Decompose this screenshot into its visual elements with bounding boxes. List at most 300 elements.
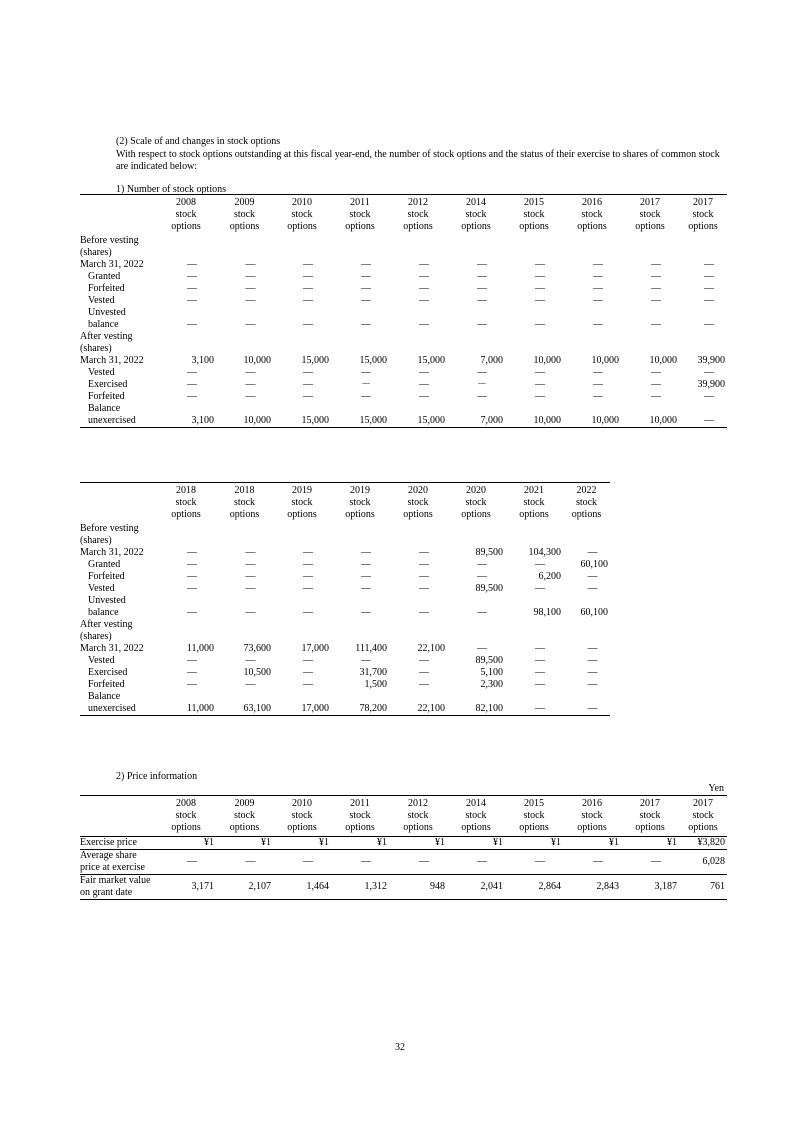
dash-cell: —	[245, 559, 256, 570]
column-header-line: 2017	[693, 197, 713, 208]
header-blank	[80, 195, 156, 236]
empty-cell	[563, 619, 610, 643]
dash-cell: —	[187, 391, 197, 402]
value-cell: 10,000	[533, 355, 561, 366]
table-row	[80, 379, 727, 391]
value-cell: 3,100	[156, 403, 216, 428]
section-heading: (2) Scale of and changes in stock options	[116, 136, 281, 147]
dash-cell: —	[361, 295, 371, 306]
dash-cell: —	[361, 367, 371, 378]
empty-cell	[563, 235, 621, 259]
column-header-line: options	[571, 509, 602, 520]
dash-cell: —	[535, 367, 545, 378]
row-label: After vesting (shares)	[80, 331, 133, 354]
dash-cell: —	[535, 259, 545, 270]
table-row	[80, 559, 610, 571]
value-cell: 15,000	[331, 403, 389, 428]
group-row	[80, 235, 727, 259]
value-cell: 10,000	[649, 355, 677, 366]
value-cell: 22,100	[389, 691, 447, 716]
column-header-line: options	[688, 221, 718, 232]
dash-cell: —	[419, 271, 429, 282]
dash-cell: —	[187, 607, 197, 618]
empty-cell	[389, 523, 447, 547]
column-header-line: 2015	[524, 798, 544, 809]
column-header-line: options	[461, 822, 491, 833]
column-header-line: 2020	[466, 485, 486, 496]
dash-cell: —	[361, 583, 371, 594]
value-cell: ¥1	[331, 837, 389, 850]
value-cell: 2,107	[216, 875, 273, 900]
column-header-line: options	[635, 822, 665, 833]
dash-cell: —	[477, 319, 487, 330]
row-label: After vesting (shares)	[80, 619, 133, 642]
table-row	[80, 355, 727, 367]
dash-cell: —	[419, 319, 429, 330]
dash-cell: —	[303, 295, 313, 306]
dash-cell: —	[535, 271, 545, 282]
dash-cell: —	[535, 643, 545, 654]
empty-cell	[273, 235, 331, 259]
row-label: March 31, 2022	[80, 547, 144, 558]
unit-label: Yen	[708, 783, 724, 794]
column-header-line: stock	[175, 209, 197, 220]
value-cell: 22,100	[417, 643, 445, 654]
value-cell: 15,000	[273, 403, 331, 428]
row-label: Forfeited	[88, 391, 125, 402]
row-label: March 31, 2022	[80, 643, 144, 654]
column-header-line: stock	[581, 810, 603, 821]
dash-cell: —	[587, 679, 598, 690]
dash-cell: —	[361, 391, 371, 402]
column-header-line: 2019	[292, 485, 312, 496]
dash-cell: —	[419, 283, 429, 294]
column-header-line: options	[171, 221, 201, 232]
column-header-line: options	[229, 221, 260, 232]
table-row	[80, 875, 727, 900]
dash-cell: —	[216, 850, 273, 875]
column-header-line: options	[519, 221, 549, 232]
value-cell: ¥3,820	[679, 837, 727, 850]
dash-cell: —	[187, 295, 197, 306]
column-header-line: 2017	[640, 798, 660, 809]
value-cell: 89,500	[475, 583, 503, 594]
row-label: Vested	[88, 655, 115, 666]
value-cell: 7,000	[447, 403, 505, 428]
dash-cell: —	[303, 391, 313, 402]
header-row	[80, 195, 727, 236]
dash-cell: —	[303, 547, 313, 558]
value-cell: 89,500	[475, 655, 503, 666]
column-header	[505, 195, 563, 236]
column-header-line: stock	[465, 497, 487, 508]
value-cell: 1,312	[331, 875, 389, 900]
column-header-line: options	[577, 221, 607, 232]
empty-cell	[156, 523, 216, 547]
empty-cell	[331, 331, 389, 355]
column-header	[447, 195, 505, 236]
dash-cell: —	[587, 643, 598, 654]
value-cell: 10,000	[563, 403, 621, 428]
empty-cell	[563, 523, 610, 547]
row-label: Unvested balance	[88, 307, 126, 330]
dash-cell: —	[419, 295, 429, 306]
value-cell: 11,000	[186, 643, 214, 654]
dash-cell: —	[477, 643, 487, 654]
dash-cell: —	[245, 319, 256, 330]
dash-cell: —	[535, 295, 545, 306]
value-cell: ¥1	[156, 837, 216, 850]
column-header-line: stock	[349, 497, 371, 508]
table-row	[80, 679, 610, 691]
value-cell: 60,100	[580, 607, 608, 618]
column-header	[563, 796, 621, 837]
column-header-line: stock	[407, 209, 429, 220]
dash-cell: —	[587, 547, 598, 558]
dash-cell: —	[587, 583, 598, 594]
dash-cell: —	[303, 667, 313, 678]
dash-cell: —	[651, 271, 661, 282]
empty-cell	[216, 235, 273, 259]
column-header-line: stock	[692, 209, 714, 220]
column-header-line: options	[403, 822, 433, 833]
value-cell: ¥1	[447, 837, 505, 850]
value-cell: 3,100	[191, 355, 214, 366]
dash-cell: —	[621, 850, 679, 875]
column-header	[389, 796, 447, 837]
dash-cell: —	[477, 559, 487, 570]
column-header-line: 2019	[350, 485, 370, 496]
group-row	[80, 331, 727, 355]
stock-options-table-2-wrap	[80, 482, 610, 716]
dash-cell: —	[477, 607, 487, 618]
column-header-line: 2014	[466, 798, 486, 809]
row-label: Fair market value on grant date	[80, 875, 156, 900]
value-cell: 5,100	[480, 667, 503, 678]
column-header	[563, 483, 610, 524]
dash-cell: —	[245, 583, 256, 594]
stock-options-table-1-wrap	[80, 194, 726, 428]
dash-cell: —	[245, 379, 256, 390]
column-header-line: 2021	[524, 485, 544, 496]
row-label: Forfeited	[88, 679, 125, 690]
dash-cell: —	[419, 367, 429, 378]
value-cell: 73,600	[243, 643, 271, 654]
dash-cell: —	[303, 559, 313, 570]
column-header-line: 2008	[176, 798, 196, 809]
dash-cell: —	[563, 850, 621, 875]
value-cell: 6,200	[538, 571, 561, 582]
value-cell: 15,000	[301, 355, 329, 366]
value-cell: 3,187	[621, 875, 679, 900]
column-header-line: options	[345, 822, 375, 833]
column-header-line: options	[461, 221, 491, 232]
dash-cell: —	[535, 655, 545, 666]
dash-cell: —	[245, 547, 256, 558]
value-cell: 6,028	[679, 850, 727, 875]
column-header-line: stock	[175, 497, 197, 508]
column-header-line: 2015	[524, 197, 544, 208]
empty-cell	[505, 523, 563, 547]
value-cell: 3,171	[156, 875, 216, 900]
column-header-line: 2017	[693, 798, 713, 809]
dash-cell: —	[361, 283, 371, 294]
value-cell: 2,864	[505, 875, 563, 900]
value-cell: 10,000	[243, 355, 271, 366]
row-label: March 31, 2022	[80, 355, 144, 366]
column-header	[156, 195, 216, 236]
column-header-line: 2014	[466, 197, 486, 208]
empty-cell	[331, 619, 389, 643]
column-header-line: stock	[639, 209, 661, 220]
dash-cell: —	[535, 679, 545, 690]
dash-cell: —	[477, 271, 487, 282]
dash-cell: —	[704, 367, 714, 378]
column-header	[505, 796, 563, 837]
column-header-line: options	[519, 509, 549, 520]
dash-cell: —	[187, 547, 197, 558]
empty-cell	[679, 331, 727, 355]
empty-cell	[156, 619, 216, 643]
column-header-line: options	[688, 822, 718, 833]
group-row	[80, 619, 610, 643]
dash-cell: —	[535, 583, 545, 594]
dash-cell: —	[245, 271, 256, 282]
column-header-line: options	[519, 822, 549, 833]
row-label: Granted	[88, 559, 121, 570]
dash-cell: —	[587, 667, 598, 678]
table-row	[80, 391, 727, 403]
dash-cell: —	[245, 367, 256, 378]
dash-cell: —	[651, 295, 661, 306]
column-header	[621, 195, 679, 236]
row-label: Vested	[88, 367, 115, 378]
header-row	[80, 796, 727, 837]
dash-cell: —	[651, 259, 661, 270]
table-row	[80, 667, 610, 679]
column-header	[156, 796, 216, 837]
column-header-line: 2011	[350, 798, 370, 809]
empty-cell	[621, 331, 679, 355]
dash-cell: －	[361, 379, 371, 390]
column-header	[563, 195, 621, 236]
empty-cell	[563, 331, 621, 355]
column-header-line: 2012	[408, 197, 428, 208]
row-label: Granted	[88, 271, 121, 282]
column-header-line: stock	[465, 810, 487, 821]
column-header-line: 2009	[234, 197, 255, 208]
column-header-line: stock	[523, 497, 545, 508]
dash-cell: —	[303, 319, 313, 330]
dash-cell: —	[245, 295, 256, 306]
column-header-line: stock	[233, 497, 256, 508]
dash-cell: —	[704, 295, 714, 306]
empty-cell	[505, 235, 563, 259]
dash-cell: —	[704, 319, 714, 330]
dash-cell: —	[361, 607, 371, 618]
column-header-line: stock	[175, 810, 197, 821]
dash-cell: —	[419, 259, 429, 270]
empty-cell	[216, 523, 273, 547]
value-cell: 761	[679, 875, 727, 900]
value-cell: ¥1	[389, 837, 447, 850]
column-header-line: 2008	[176, 197, 196, 208]
dash-cell: —	[303, 259, 313, 270]
dash-cell: —	[303, 655, 313, 666]
column-header	[216, 796, 273, 837]
row-label: Forfeited	[88, 283, 125, 294]
value-cell: 10,000	[621, 403, 679, 428]
dash-cell: —	[651, 379, 661, 390]
value-cell: 10,000	[505, 403, 563, 428]
dash-cell: —	[704, 391, 714, 402]
section1-title: 1) Number of stock options	[116, 184, 226, 195]
dash-cell: —	[187, 283, 197, 294]
table-row	[80, 259, 727, 271]
group-row	[80, 523, 610, 547]
value-cell: 11,000	[156, 691, 216, 716]
dash-cell: —	[389, 850, 447, 875]
dash-cell: —	[156, 850, 216, 875]
dash-cell: —	[477, 259, 487, 270]
empty-cell	[621, 235, 679, 259]
empty-cell	[389, 235, 447, 259]
table-row	[80, 547, 610, 559]
column-header-line: stock	[575, 497, 598, 508]
dash-cell: —	[447, 850, 505, 875]
value-cell: 15,000	[417, 355, 445, 366]
column-header	[331, 195, 389, 236]
column-header-line: 2017	[640, 197, 660, 208]
dash-cell: —	[535, 667, 545, 678]
dash-cell: —	[303, 367, 313, 378]
column-header-line: options	[229, 822, 260, 833]
value-cell: 948	[389, 875, 447, 900]
dash-cell: —	[245, 655, 256, 666]
row-label: Before vesting (shares)	[80, 235, 139, 258]
column-header-line: 2018	[234, 485, 255, 496]
dash-cell: —	[273, 850, 331, 875]
dash-cell: —	[419, 667, 429, 678]
dash-cell: —	[419, 679, 429, 690]
column-header-line: options	[461, 509, 491, 520]
column-header-line: stock	[349, 209, 371, 220]
column-header-line: 2009	[234, 798, 255, 809]
value-cell: 2,300	[480, 679, 503, 690]
empty-cell	[156, 235, 216, 259]
column-header	[447, 483, 505, 524]
empty-cell	[331, 523, 389, 547]
dash-cell: —	[477, 391, 487, 402]
dash-cell: —	[303, 571, 313, 582]
column-header-line: stock	[349, 810, 371, 821]
empty-cell	[156, 331, 216, 355]
column-header	[331, 796, 389, 837]
dash-cell: —	[303, 583, 313, 594]
column-header-line: options	[287, 221, 317, 232]
dash-cell: —	[187, 655, 197, 666]
column-header	[331, 483, 389, 524]
column-header-line: stock	[291, 497, 313, 508]
value-cell: 2,843	[563, 875, 621, 900]
empty-cell	[216, 331, 273, 355]
dash-cell: —	[505, 850, 563, 875]
table-row	[80, 837, 727, 850]
empty-cell	[447, 619, 505, 643]
row-label: Exercised	[88, 379, 128, 390]
header-blank	[80, 796, 156, 837]
column-header-line: options	[577, 822, 607, 833]
dash-cell: —	[593, 295, 603, 306]
dash-cell: —	[535, 379, 545, 390]
dash-cell: —	[535, 283, 545, 294]
dash-cell: —	[679, 403, 727, 428]
column-header-line: 2020	[408, 485, 428, 496]
dash-cell: —	[361, 319, 371, 330]
empty-cell	[216, 619, 273, 643]
table-row	[80, 655, 610, 667]
dash-cell: —	[593, 319, 603, 330]
dash-cell: —	[361, 559, 371, 570]
column-header-line: 2016	[582, 798, 602, 809]
table-row	[80, 295, 727, 307]
column-header-line: options	[345, 509, 375, 520]
dash-cell: —	[361, 571, 371, 582]
dash-cell: —	[303, 679, 313, 690]
table-row	[80, 850, 727, 875]
column-header	[273, 796, 331, 837]
column-header-line: 2011	[350, 197, 370, 208]
empty-cell	[273, 523, 331, 547]
table-row	[80, 307, 727, 331]
dash-cell: —	[361, 655, 371, 666]
dash-cell: —	[187, 667, 197, 678]
column-header	[156, 483, 216, 524]
row-label: Before vesting (shares)	[80, 523, 139, 546]
dash-cell: —	[187, 583, 197, 594]
row-label: Exercise price	[80, 837, 156, 850]
value-cell: 78,200	[331, 691, 389, 716]
dash-cell: —	[477, 295, 487, 306]
row-label: Average share price at exercise	[80, 850, 156, 875]
column-header-line: options	[403, 509, 433, 520]
column-header-line: stock	[291, 209, 313, 220]
dash-cell: —	[651, 319, 661, 330]
column-header-line: stock	[581, 209, 603, 220]
dash-cell: —	[187, 319, 197, 330]
column-header-line: 2016	[582, 197, 602, 208]
value-cell: 63,100	[216, 691, 273, 716]
column-header	[389, 195, 447, 236]
price-table-wrap	[80, 795, 726, 900]
dash-cell: —	[187, 367, 197, 378]
dash-cell: —	[245, 391, 256, 402]
column-header-line: options	[171, 822, 201, 833]
row-label: Vested	[88, 295, 115, 306]
column-header	[216, 483, 273, 524]
column-header-line: options	[229, 509, 260, 520]
empty-cell	[447, 523, 505, 547]
dash-cell: —	[535, 391, 545, 402]
value-cell: ¥1	[273, 837, 331, 850]
section2-title: 2) Price information	[116, 771, 198, 782]
value-cell: ¥1	[621, 837, 679, 850]
dash-cell: —	[245, 571, 256, 582]
dash-cell: —	[593, 259, 603, 270]
value-cell: 60,100	[580, 559, 608, 570]
value-cell: 2,041	[447, 875, 505, 900]
column-header-line: options	[287, 822, 317, 833]
